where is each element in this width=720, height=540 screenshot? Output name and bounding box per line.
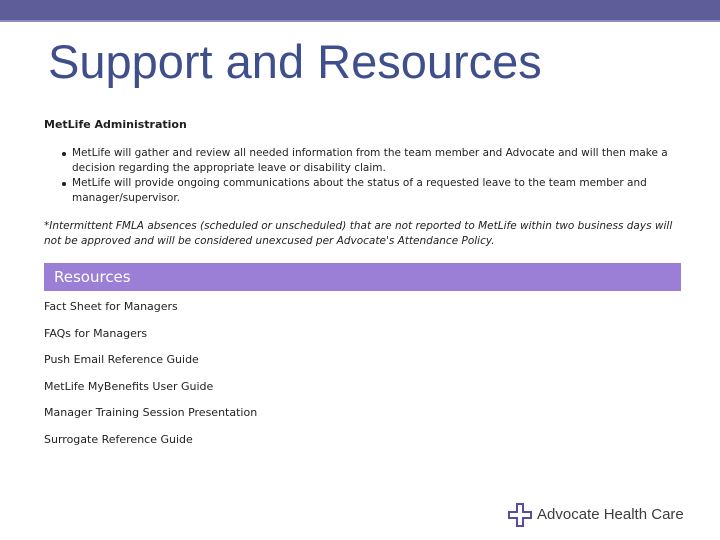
bullet-item bbox=[44, 146, 684, 176]
advocate-logo bbox=[507, 500, 687, 530]
bullet-dot-icon bbox=[62, 152, 66, 156]
resource-link-push-email-guide[interactable]: Push Email Reference Guide bbox=[44, 353, 199, 366]
resources-heading: Resources bbox=[54, 268, 131, 286]
bullet-item bbox=[44, 176, 684, 206]
page-title: Support and Resources bbox=[48, 35, 542, 88]
top-accent-bar bbox=[0, 0, 720, 20]
fmla-footnote: *Intermittent FMLA absences (scheduled or unscheduled) that are not reported to MetLife within two business days will not be approved and will be considered unexcused per Advocate's Attendance Policy. bbox=[44, 220, 673, 247]
logo-text: Advocate Health Care bbox=[537, 506, 684, 523]
resources-banner bbox=[44, 263, 681, 291]
metlife-administration-heading: MetLife Administration bbox=[44, 118, 187, 131]
bullet-text: MetLife will provide ongoing communications about the status of a requested leave to the team member and manager/supervisor. bbox=[72, 177, 647, 204]
bullet-dot-icon bbox=[62, 182, 66, 186]
advocate-cross-icon bbox=[507, 502, 533, 528]
bullet-text: MetLife will gather and review all needed information from the team member and Advocate and will then make a decision regarding the appropriate leave or disability claim. bbox=[72, 147, 668, 174]
resource-link-training-presentation[interactable]: Manager Training Session Presentation bbox=[44, 406, 258, 419]
metlife-bullet-list bbox=[44, 146, 684, 206]
resource-link-surrogate-guide[interactable]: Surrogate Reference Guide bbox=[44, 433, 193, 446]
resource-link-mybenefits-guide[interactable]: MetLife MyBenefits User Guide bbox=[44, 380, 214, 393]
resource-link-fact-sheet[interactable]: Fact Sheet for Managers bbox=[44, 300, 178, 313]
top-accent-line bbox=[0, 20, 720, 22]
resource-link-faqs[interactable]: FAQs for Managers bbox=[44, 327, 148, 340]
